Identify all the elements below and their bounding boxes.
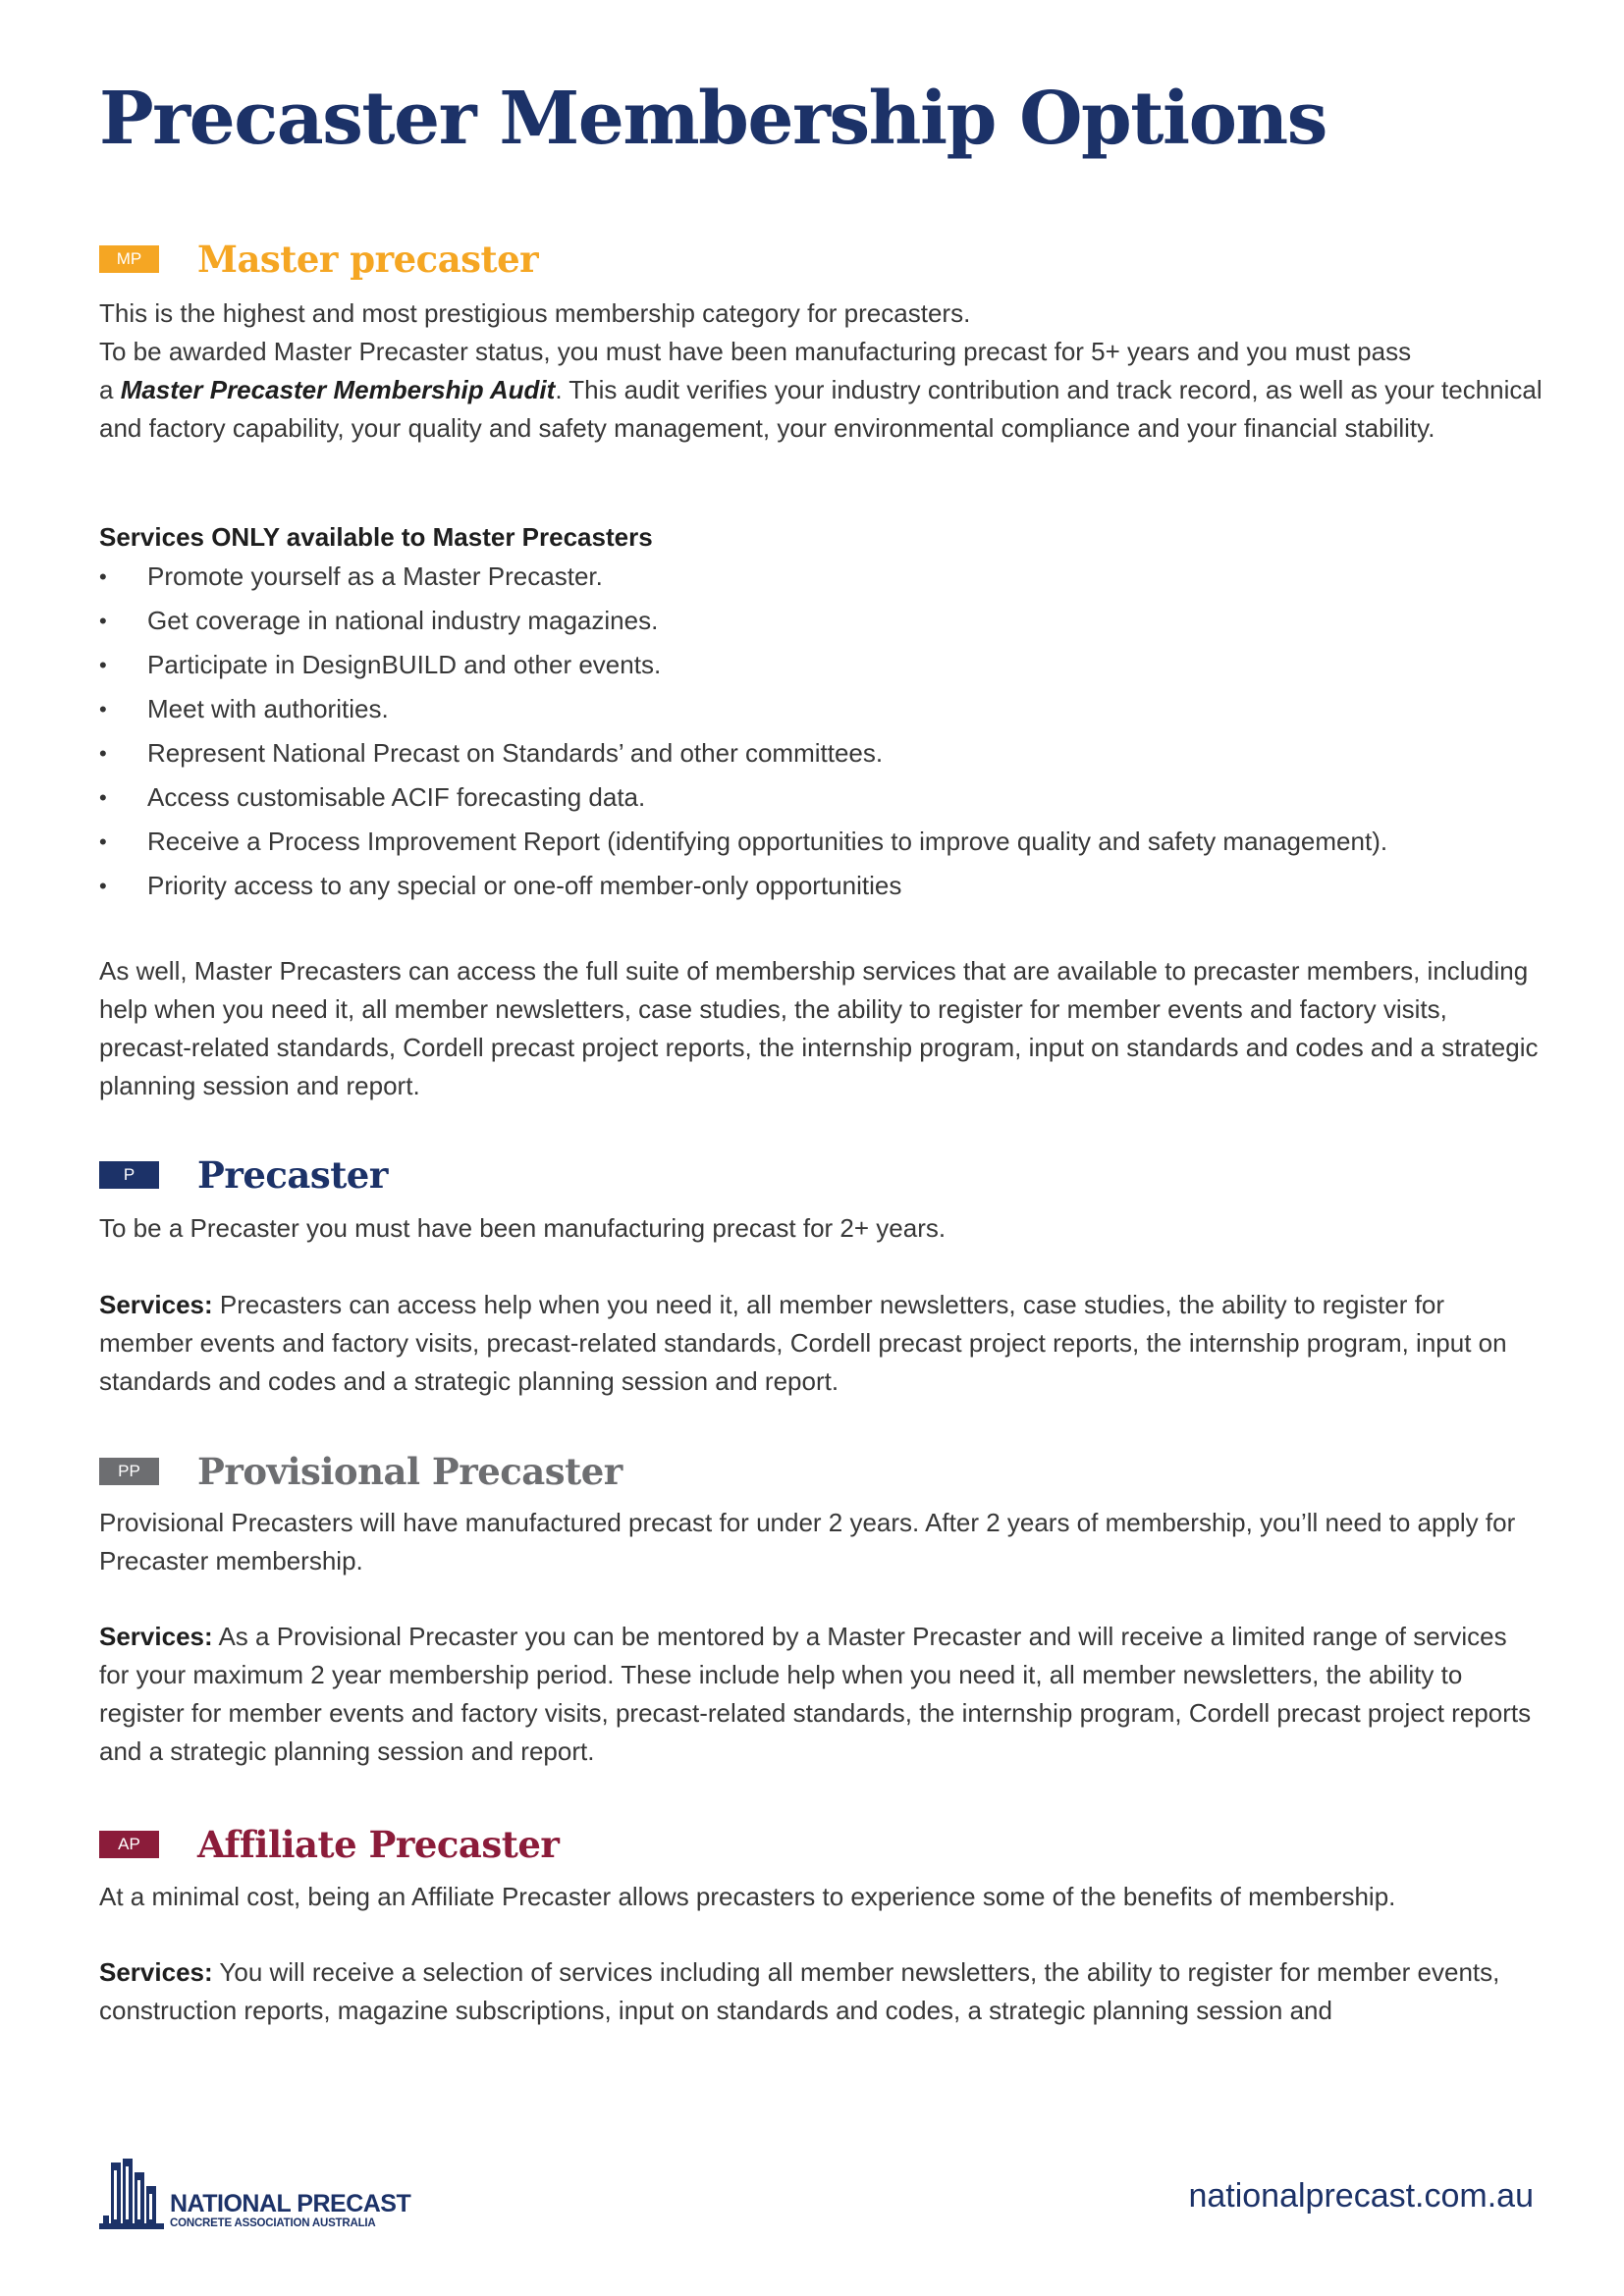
- master-services-heading: Services ONLY available to Master Precasters: [99, 522, 653, 552]
- master-services-list: [99, 555, 1543, 908]
- master-badge: MP: [99, 245, 159, 273]
- affiliate-badge: AP: [99, 1831, 159, 1858]
- logo-wordmark: [170, 2189, 411, 2230]
- bullet-icon: •: [99, 741, 107, 766]
- list-item: • Meet with authorities.: [99, 687, 1543, 731]
- master-intro-rest: . This audit verifies your industry contribution and track record, as well as your technical and factory capability, your quality and safety management, your environmental compliance and your financial stability.: [99, 375, 1543, 443]
- precaster-intro: To be a Precaster you must have been manufacturing precast for 2+ years.: [99, 1213, 947, 1243]
- building-logo-icon: [99, 2159, 164, 2229]
- services-label: Services:: [99, 1957, 213, 1987]
- affiliate-section-header: [99, 1823, 559, 1866]
- audit-name: Master Precaster Membership Audit: [120, 375, 556, 404]
- list-item: • Participate in DesignBUILD and other events.: [99, 643, 1543, 687]
- logo-line2: CONCRETE ASSOCIATION AUSTRALIA: [170, 2216, 376, 2229]
- provisional-badge: PP: [99, 1458, 159, 1485]
- precaster-services: Services: Precasters can access help when you need it, all member newsletters, case studies, the ability to register for member events and factory visits, precast-related standards, Cordell precast project reports, the internship program, input on standards and codes and a strategic planning session and report.: [99, 1290, 1507, 1396]
- master-as-well: As well, Master Precasters can access the full suite of membership services that are available to precaster members, including help when you need it, all member newsletters, case studies, the ability to register for member events and factory visits, precast-related standards, Cordell precast project reports, the internship program, input on standards and codes and a strategic planning session and report.: [99, 956, 1539, 1100]
- page-title: Precaster Membership Options: [99, 77, 1326, 161]
- precaster-badge: P: [99, 1161, 159, 1189]
- provisional-services: Services: As a Provisional Precaster you can be mentored by a Master Precaster and will receive a limited range of services for your maximum 2 year membership period. These include help when you need it, all member newsletters, the ability to register for member events and factory visits, precast-related standards, the internship program, Cordell precast project reports and a strategic planning session and report.: [99, 1622, 1532, 1766]
- bullet-icon: •: [99, 874, 107, 898]
- bullet-icon: •: [99, 829, 107, 854]
- list-item: • Receive a Process Improvement Report (identifying opportunities to improve quality and safety management).: [99, 820, 1543, 864]
- bullet-icon: •: [99, 609, 107, 633]
- affiliate-services: Services: You will receive a selection of services including all member newsletters, the ability to register for member events, construction reports, magazine subscriptions, input on standards and codes, a strategic planning session and: [99, 1957, 1500, 2025]
- list-item: • Represent National Precast on Standards’ and other committees.: [99, 731, 1543, 775]
- provisional-section-header: [99, 1450, 623, 1493]
- bullet-icon: •: [99, 564, 107, 589]
- affiliate-heading: Affiliate Precaster: [197, 1823, 560, 1866]
- master-heading: Master precaster: [197, 238, 539, 281]
- provisional-intro: Provisional Precasters will have manufactured precast for under 2 years. After 2 years of membership, you’ll need to apply for Precaster membership.: [99, 1508, 1516, 1575]
- bullet-icon: •: [99, 653, 107, 677]
- list-item: • Priority access to any special or one-off member-only opportunities: [99, 864, 1543, 908]
- logo-line1: NATIONAL PRECAST: [170, 2189, 411, 2217]
- master-intro: [99, 294, 1543, 448]
- list-item: • Promote yourself as a Master Precaster.: [99, 555, 1543, 599]
- services-label: Services:: [99, 1622, 213, 1651]
- bullet-icon: •: [99, 785, 107, 810]
- master-section-header: [99, 238, 538, 281]
- master-intro-line2: To be awarded Master Precaster status, you must have been manufacturing precast for 5+ years and you must pass: [99, 337, 1412, 366]
- website-link[interactable]: nationalprecast.com.au: [1188, 2177, 1534, 2215]
- precaster-section-header: [99, 1153, 388, 1197]
- list-item: • Access customisable ACIF forecasting data.: [99, 775, 1543, 820]
- provisional-heading: Provisional Precaster: [197, 1450, 623, 1493]
- list-item: • Get coverage in national industry magazines.: [99, 599, 1543, 643]
- national-precast-logo: [99, 2159, 410, 2229]
- master-intro-a: a: [99, 375, 121, 404]
- services-label: Services:: [99, 1290, 213, 1319]
- precaster-heading: Precaster: [197, 1153, 388, 1197]
- affiliate-intro: At a minimal cost, being an Affiliate Precaster allows precasters to experience some of the benefits of membership.: [99, 1882, 1396, 1911]
- bullet-icon: •: [99, 697, 107, 721]
- master-intro-line1: This is the highest and most prestigious membership category for precasters.: [99, 298, 971, 328]
